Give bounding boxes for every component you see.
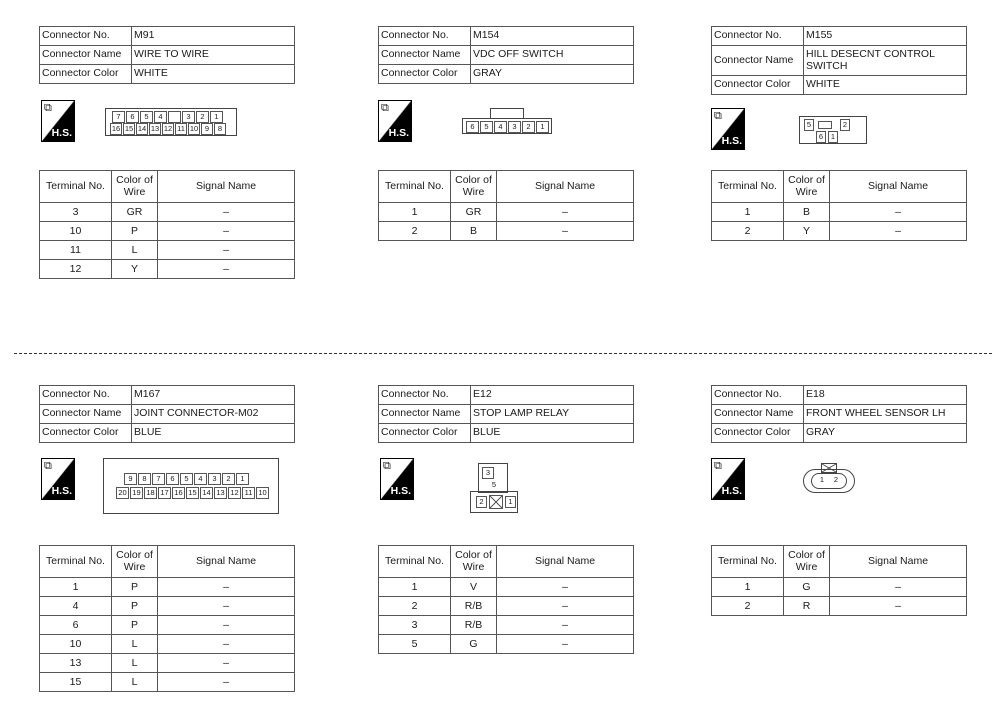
signal-name: – (158, 578, 295, 597)
connector-no-value: M167 (132, 386, 295, 405)
wire-color: R/B (451, 616, 497, 635)
terminal-table (39, 170, 295, 279)
signal-name: – (158, 241, 295, 260)
connector-name-value: HILL DESECNT CONTROL SWITCH (804, 46, 967, 76)
wire-color-header: Color of Wire (451, 546, 497, 578)
pin: 19 (130, 487, 143, 499)
pin: 7 (112, 111, 125, 123)
table-row (712, 597, 967, 616)
connector-plug-icon: ⧉ (44, 460, 52, 472)
connector-no-label: Connector No. (40, 27, 132, 46)
connector-panel-m167 (39, 385, 295, 688)
wire-color: V (451, 578, 497, 597)
connector-no-label: Connector No. (712, 386, 804, 405)
terminal-table (378, 170, 634, 241)
connector-color-value: BLUE (132, 424, 295, 443)
pin: 5 (804, 119, 814, 131)
table-row (40, 260, 295, 279)
signal-name: – (158, 635, 295, 654)
hs-label: H.S. (51, 127, 72, 139)
connector-no-value: M91 (132, 27, 295, 46)
pin: 11 (242, 487, 255, 499)
wire-color: GR (112, 203, 158, 222)
table-row (40, 578, 295, 597)
connector-plug-icon: ⧉ (714, 460, 722, 472)
pin: 10 (189, 124, 199, 133)
pin: 20 (116, 487, 129, 499)
terminal-table (378, 545, 634, 654)
connector-face-m154 (462, 118, 552, 134)
terminal-table (39, 545, 295, 692)
terminal-no: 2 (712, 597, 784, 616)
table-row (712, 203, 967, 222)
signal-name: – (830, 578, 967, 597)
pin: 2 (476, 496, 487, 508)
connector-color-label: Connector Color (40, 65, 132, 84)
pin: 2 (833, 475, 839, 484)
terminal-no: 1 (379, 203, 451, 222)
table-row (712, 578, 967, 597)
pin: 15 (186, 487, 199, 499)
connector-panel-e12 (378, 385, 634, 650)
wire-color-header: Color of Wire (784, 171, 830, 203)
harness-side-badge (711, 108, 745, 150)
wire-color-header: Color of Wire (112, 546, 158, 578)
signal-name: – (158, 616, 295, 635)
section-divider (14, 353, 992, 354)
wire-color: GR (451, 203, 497, 222)
connector-info-table (39, 385, 295, 443)
connector-plug-icon: ⧉ (383, 460, 391, 472)
terminal-table (711, 170, 967, 241)
table-row (40, 222, 295, 241)
table-row (379, 635, 634, 654)
pin: 14 (200, 487, 213, 499)
pin: 11 (175, 123, 187, 135)
signal-name: – (497, 203, 634, 222)
pin: 8 (138, 473, 151, 485)
pin: 9 (201, 123, 213, 135)
pin: 5 (140, 111, 153, 123)
signal-name-header: Signal Name (830, 171, 967, 203)
connector-panel-e18 (711, 385, 967, 612)
terminal-no: 11 (40, 241, 112, 260)
pin: 2 (196, 111, 209, 123)
harness-side-badge (380, 458, 414, 500)
signal-name: – (830, 597, 967, 616)
terminal-no-header: Terminal No. (40, 546, 112, 578)
table-row (712, 222, 967, 241)
connector-color-value: GRAY (804, 424, 967, 443)
connector-no-value: E12 (471, 386, 634, 405)
harness-side-badge (711, 458, 745, 500)
signal-name: – (158, 597, 295, 616)
wire-color: G (784, 578, 830, 597)
pin: 3 (482, 467, 494, 479)
pin: 5 (480, 121, 493, 133)
connector-color-value: BLUE (471, 424, 634, 443)
terminal-no: 3 (379, 616, 451, 635)
pin: 9 (124, 473, 137, 485)
pin: 1 (536, 121, 549, 133)
connector-name-value: FRONT WHEEL SENSOR LH (804, 405, 967, 424)
signal-name-header: Signal Name (830, 546, 967, 578)
pin: 14 (137, 124, 147, 133)
pin: 1 (828, 131, 838, 143)
connector-no-label: Connector No. (40, 386, 132, 405)
pin: 5 (491, 480, 497, 489)
pin: 10 (256, 487, 269, 499)
connector-name-label: Connector Name (379, 405, 471, 424)
wire-color: R/B (451, 597, 497, 616)
signal-name: – (158, 222, 295, 241)
terminal-no-header: Terminal No. (40, 171, 112, 203)
pin: 6 (126, 111, 139, 123)
terminal-no: 2 (379, 222, 451, 241)
connector-name-label: Connector Name (40, 46, 132, 65)
signal-name-header: Signal Name (158, 546, 295, 578)
connector-plug-icon: ⧉ (381, 102, 389, 114)
pin: 4 (194, 473, 207, 485)
connector-plug-icon: ⧉ (44, 102, 52, 114)
signal-name-header: Signal Name (158, 171, 295, 203)
pin: 1 (210, 111, 223, 123)
terminal-no: 10 (40, 222, 112, 241)
pin: 3 (508, 121, 521, 133)
signal-name: – (830, 222, 967, 241)
wire-color: B (784, 203, 830, 222)
blank-pin-cross (489, 495, 503, 509)
terminal-no-header: Terminal No. (712, 546, 784, 578)
wire-color: L (112, 654, 158, 673)
pin: 2 (840, 119, 850, 131)
connector-info-table (39, 26, 295, 84)
terminal-table (711, 545, 967, 616)
pin: 1 (236, 473, 249, 485)
terminal-no-header: Terminal No. (712, 171, 784, 203)
terminal-no: 2 (712, 222, 784, 241)
wire-color: Y (784, 222, 830, 241)
connector-latch (490, 108, 524, 119)
wire-color: P (112, 222, 158, 241)
connector-face-m155 (799, 116, 867, 144)
wire-color-header: Color of Wire (112, 171, 158, 203)
pin: 13 (150, 124, 160, 133)
connector-no-value: E18 (804, 386, 967, 405)
connector-name-label: Connector Name (712, 46, 804, 76)
latch-cross (821, 463, 837, 473)
connector-no-label: Connector No. (379, 386, 471, 405)
signal-name-header: Signal Name (497, 171, 634, 203)
pin: 7 (152, 473, 165, 485)
connector-panel-m154 (378, 26, 634, 237)
connector-panel-m91 (39, 26, 295, 275)
pin: 4 (154, 111, 167, 123)
pin: 13 (214, 487, 227, 499)
harness-side-badge (41, 100, 75, 142)
terminal-no: 4 (40, 597, 112, 616)
connector-no-label: Connector No. (379, 27, 471, 46)
pin: 5 (180, 473, 193, 485)
pin: 4 (494, 121, 507, 133)
pin: 16 (172, 487, 185, 499)
table-row (40, 241, 295, 260)
connector-info-table (711, 385, 967, 443)
connector-no-label: Connector No. (712, 27, 804, 46)
table-row (40, 635, 295, 654)
hs-label: H.S. (390, 485, 411, 497)
hs-label: H.S. (388, 127, 409, 139)
hs-label: H.S. (721, 135, 742, 147)
wire-color: Y (112, 260, 158, 279)
pin: 12 (163, 124, 173, 133)
wire-color: R (784, 597, 830, 616)
pin: 18 (144, 487, 157, 499)
pin: 15 (124, 124, 134, 133)
latch-slot (168, 111, 181, 123)
signal-name: – (158, 673, 295, 692)
pin: 6 (466, 121, 479, 133)
pin: 1 (505, 496, 516, 508)
terminal-no: 3 (40, 203, 112, 222)
connector-name-value: JOINT CONNECTOR-M02 (132, 405, 295, 424)
terminal-no: 1 (712, 578, 784, 597)
terminal-no: 1 (40, 578, 112, 597)
hs-label: H.S. (721, 485, 742, 497)
signal-name: – (497, 597, 634, 616)
wire-color: P (112, 578, 158, 597)
terminal-no-header: Terminal No. (379, 546, 451, 578)
connector-no-value: M154 (471, 27, 634, 46)
harness-side-badge (378, 100, 412, 142)
pin: 16 (111, 124, 121, 133)
pin: 2 (222, 473, 235, 485)
pin: 6 (816, 131, 826, 143)
signal-name: – (497, 616, 634, 635)
table-row (40, 597, 295, 616)
connector-color-value: GRAY (471, 65, 634, 84)
wire-color: P (112, 616, 158, 635)
signal-name: – (158, 260, 295, 279)
pin: 6 (166, 473, 179, 485)
connector-color-label: Connector Color (379, 65, 471, 84)
connector-face-m167 (103, 458, 279, 514)
terminal-no: 6 (40, 616, 112, 635)
terminal-no: 10 (40, 635, 112, 654)
connector-color-label: Connector Color (40, 424, 132, 443)
signal-name: – (830, 203, 967, 222)
connector-face-m91 (105, 108, 237, 136)
connector-name-label: Connector Name (712, 405, 804, 424)
terminal-no-header: Terminal No. (379, 171, 451, 203)
pin: 3 (208, 473, 221, 485)
pin: 3 (182, 111, 195, 123)
connector-name-value: VDC OFF SWITCH (471, 46, 634, 65)
table-row (379, 597, 634, 616)
connector-color-label: Connector Color (379, 424, 471, 443)
connector-color-label: Connector Color (712, 424, 804, 443)
terminal-no: 12 (40, 260, 112, 279)
connector-info-table (378, 385, 634, 443)
signal-name: – (158, 203, 295, 222)
wire-color: B (451, 222, 497, 241)
pin: 2 (522, 121, 535, 133)
connector-name-value: WIRE TO WIRE (132, 46, 295, 65)
connector-color-label: Connector Color (712, 76, 804, 95)
connector-info-table (378, 26, 634, 84)
connector-face-e18 (801, 461, 857, 497)
signal-name: – (497, 635, 634, 654)
wire-color: L (112, 241, 158, 260)
wire-color-header: Color of Wire (451, 171, 497, 203)
connector-panel-m155 (711, 26, 967, 237)
wire-color: L (112, 635, 158, 654)
connector-face-e12 (470, 463, 518, 515)
pin: 12 (228, 487, 241, 499)
table-row (40, 616, 295, 635)
table-row (40, 654, 295, 673)
wire-color: G (451, 635, 497, 654)
connector-color-value: WHITE (132, 65, 295, 84)
wire-color: L (112, 673, 158, 692)
connector-plug-icon: ⧉ (714, 110, 722, 122)
pin: 1 (819, 475, 825, 484)
wire-color: P (112, 597, 158, 616)
signal-name: – (497, 222, 634, 241)
terminal-no: 13 (40, 654, 112, 673)
signal-name: – (497, 578, 634, 597)
terminal-no: 5 (379, 635, 451, 654)
connector-name-label: Connector Name (40, 405, 132, 424)
terminal-no: 2 (379, 597, 451, 616)
pin: 17 (158, 487, 171, 499)
table-row (379, 616, 634, 635)
terminal-no: 15 (40, 673, 112, 692)
connector-no-value: M155 (804, 27, 967, 46)
table-row (40, 203, 295, 222)
signal-name: – (158, 654, 295, 673)
table-row (379, 578, 634, 597)
connector-color-value: WHITE (804, 76, 967, 95)
wire-color-header: Color of Wire (784, 546, 830, 578)
table-row (40, 673, 295, 692)
terminal-no: 1 (712, 203, 784, 222)
hs-label: H.S. (51, 485, 72, 497)
table-row (379, 203, 634, 222)
harness-side-badge (41, 458, 75, 500)
table-row (379, 222, 634, 241)
connector-info-table (711, 26, 967, 95)
connector-name-label: Connector Name (379, 46, 471, 65)
connector-name-value: STOP LAMP RELAY (471, 405, 634, 424)
pin: 8 (214, 123, 226, 135)
terminal-no: 1 (379, 578, 451, 597)
latch-slot (818, 121, 832, 129)
signal-name-header: Signal Name (497, 546, 634, 578)
